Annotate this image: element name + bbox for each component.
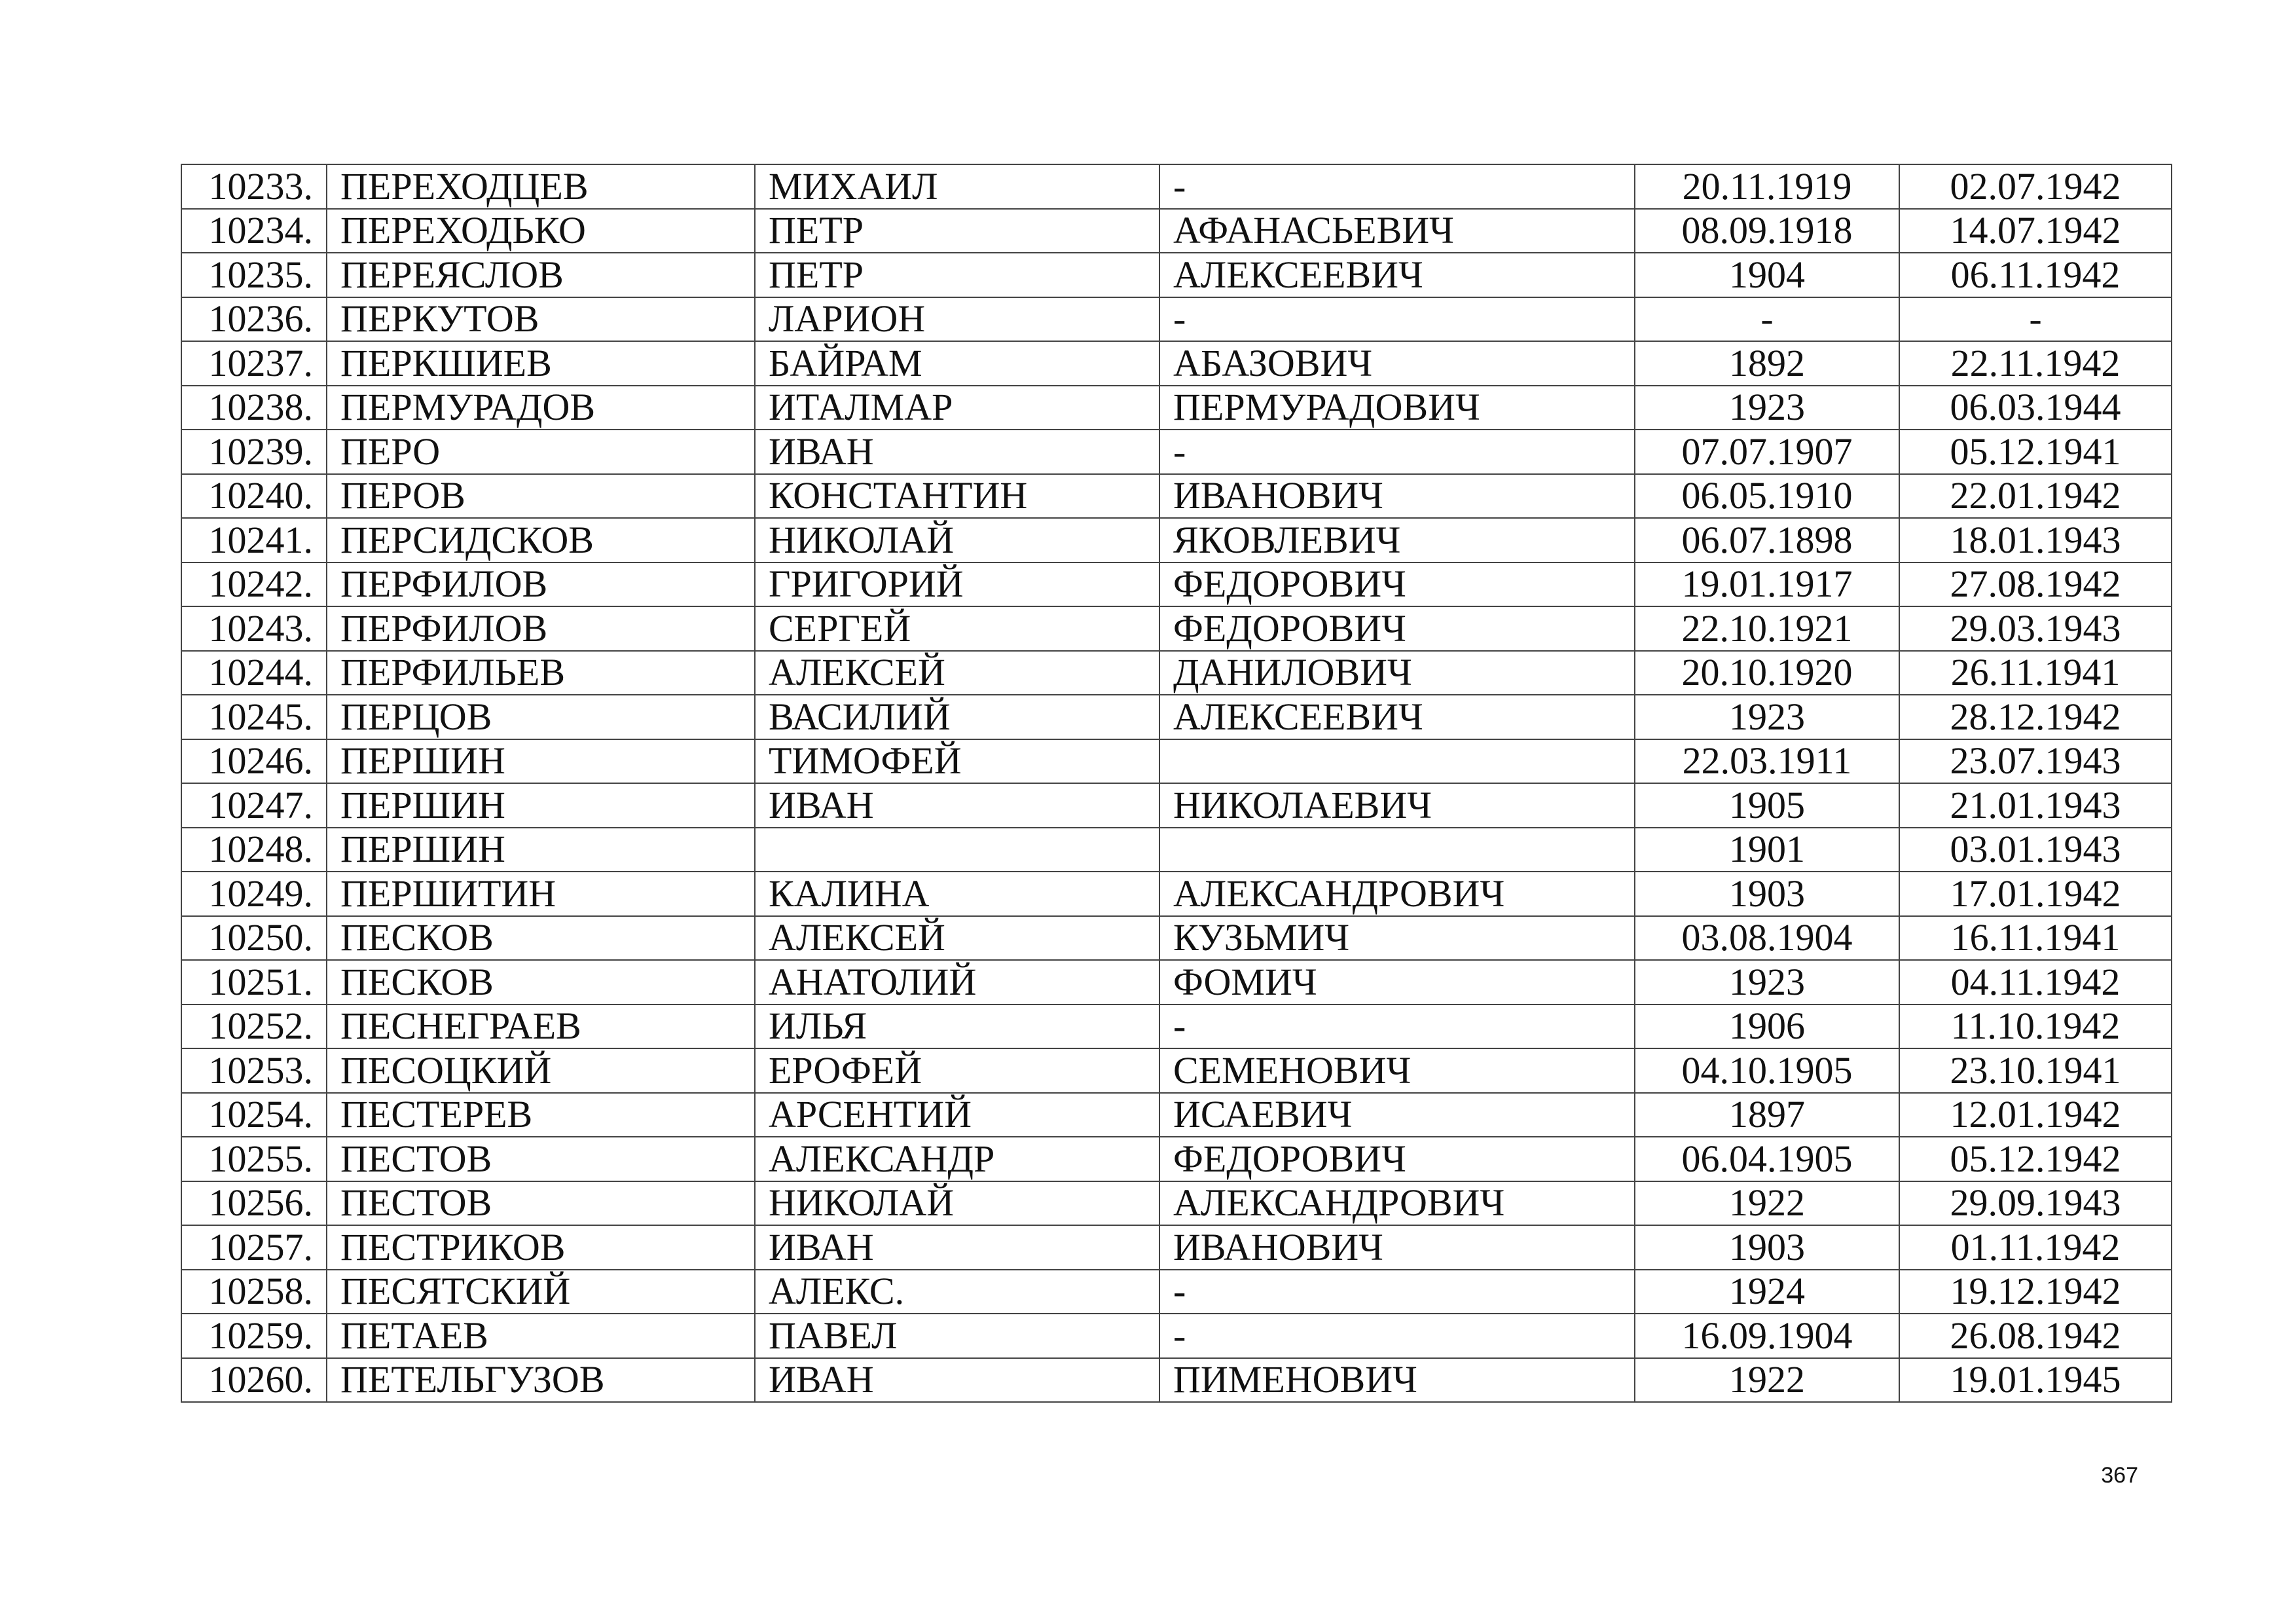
record-number-cell: 10253. <box>181 1048 327 1093</box>
record-number-cell: 10243. <box>181 606 327 651</box>
surname-cell: ПЕРШИТИН <box>327 872 755 916</box>
first-name-cell: ТИМОФЕЙ <box>755 739 1159 784</box>
first-name-cell: АЛЕКС. <box>755 1270 1159 1314</box>
birth-date-cell: 19.01.1917 <box>1635 563 1899 607</box>
death-date-cell: 19.12.1942 <box>1899 1270 2172 1314</box>
record-number-cell: 10258. <box>181 1270 327 1314</box>
death-date-cell: 28.12.1942 <box>1899 695 2172 739</box>
record-number-cell: 10254. <box>181 1093 327 1137</box>
first-name-cell: ПАВЕЛ <box>755 1314 1159 1358</box>
patronymic-cell: КУЗЬМИЧ <box>1159 916 1635 961</box>
patronymic-cell: ФЕДОРОВИЧ <box>1159 563 1635 607</box>
death-date-cell: 21.01.1943 <box>1899 783 2172 828</box>
birth-date-cell: 06.04.1905 <box>1635 1137 1899 1181</box>
first-name-cell: НИКОЛАЙ <box>755 1181 1159 1226</box>
first-name-cell: ПЕТР <box>755 253 1159 297</box>
birth-date-cell: 06.05.1910 <box>1635 474 1899 519</box>
death-date-cell: 17.01.1942 <box>1899 872 2172 916</box>
death-date-cell: 03.01.1943 <box>1899 828 2172 872</box>
birth-date-cell: 1923 <box>1635 386 1899 430</box>
patronymic-cell: АЛЕКСЕЕВИЧ <box>1159 695 1635 739</box>
patronymic-cell: ФОМИЧ <box>1159 960 1635 1005</box>
death-date-cell: 29.09.1943 <box>1899 1181 2172 1226</box>
table-row <box>181 651 2172 695</box>
birth-date-cell: 1924 <box>1635 1270 1899 1314</box>
table-row <box>181 253 2172 297</box>
death-date-cell: 06.11.1942 <box>1899 253 2172 297</box>
death-date-cell: 12.01.1942 <box>1899 1093 2172 1137</box>
patronymic-cell: ФЕДОРОВИЧ <box>1159 1137 1635 1181</box>
table-row <box>181 1005 2172 1049</box>
surname-cell: ПЕСТРИКОВ <box>327 1225 755 1270</box>
table-row <box>181 916 2172 961</box>
patronymic-cell: ПЕРМУРАДОВИЧ <box>1159 386 1635 430</box>
birth-date-cell: 22.03.1911 <box>1635 739 1899 784</box>
birth-date-cell: 1905 <box>1635 783 1899 828</box>
table-row <box>181 1048 2172 1093</box>
table-row <box>181 828 2172 872</box>
patronymic-cell: СЕМЕНОВИЧ <box>1159 1048 1635 1093</box>
table-row <box>181 164 2172 209</box>
record-number-cell: 10256. <box>181 1181 327 1226</box>
death-date-cell: 02.07.1942 <box>1899 164 2172 209</box>
surname-cell: ПЕРФИЛОВ <box>327 563 755 607</box>
first-name-cell: ИВАН <box>755 430 1159 474</box>
table-row <box>181 1137 2172 1181</box>
patronymic-cell: АЛЕКСЕЕВИЧ <box>1159 253 1635 297</box>
birth-date-cell: - <box>1635 297 1899 342</box>
death-date-cell: 14.07.1942 <box>1899 209 2172 253</box>
death-date-cell: 19.01.1945 <box>1899 1358 2172 1403</box>
birth-date-cell: 1922 <box>1635 1181 1899 1226</box>
birth-date-cell: 16.09.1904 <box>1635 1314 1899 1358</box>
record-number-cell: 10255. <box>181 1137 327 1181</box>
table-row <box>181 1181 2172 1226</box>
record-number-cell: 10260. <box>181 1358 327 1403</box>
death-date-cell: 29.03.1943 <box>1899 606 2172 651</box>
death-date-cell: 26.11.1941 <box>1899 651 2172 695</box>
record-number-cell: 10246. <box>181 739 327 784</box>
record-number-cell: 10238. <box>181 386 327 430</box>
first-name-cell: НИКОЛАЙ <box>755 518 1159 563</box>
record-number-cell: 10252. <box>181 1005 327 1049</box>
page-number: 367 <box>2101 1463 2138 1488</box>
first-name-cell: ЕРОФЕЙ <box>755 1048 1159 1093</box>
surname-cell: ПЕРШИН <box>327 783 755 828</box>
death-date-cell: 11.10.1942 <box>1899 1005 2172 1049</box>
patronymic-cell: - <box>1159 430 1635 474</box>
surname-cell: ПЕСНЕГРАЕВ <box>327 1005 755 1049</box>
birth-date-cell: 1923 <box>1635 960 1899 1005</box>
death-date-cell: 06.03.1944 <box>1899 386 2172 430</box>
surname-cell: ПЕСКОВ <box>327 916 755 961</box>
table-row <box>181 386 2172 430</box>
patronymic-cell <box>1159 739 1635 784</box>
record-number-cell: 10236. <box>181 297 327 342</box>
surname-cell: ПЕРМУРАДОВ <box>327 386 755 430</box>
first-name-cell: ИТАЛМАР <box>755 386 1159 430</box>
surname-cell: ПЕРКШИЕВ <box>327 341 755 386</box>
death-date-cell: 23.10.1941 <box>1899 1048 2172 1093</box>
surname-cell: ПЕРЦОВ <box>327 695 755 739</box>
register-table-body <box>181 164 2172 1402</box>
birth-date-cell: 22.10.1921 <box>1635 606 1899 651</box>
record-number-cell: 10234. <box>181 209 327 253</box>
first-name-cell: АНАТОЛИЙ <box>755 960 1159 1005</box>
record-number-cell: 10237. <box>181 341 327 386</box>
first-name-cell: МИХАИЛ <box>755 164 1159 209</box>
surname-cell: ПЕРЕХОДЬКО <box>327 209 755 253</box>
patronymic-cell: ИВАНОВИЧ <box>1159 1225 1635 1270</box>
birth-date-cell: 08.09.1918 <box>1635 209 1899 253</box>
first-name-cell: БАЙРАМ <box>755 341 1159 386</box>
birth-date-cell: 1897 <box>1635 1093 1899 1137</box>
patronymic-cell: ИВАНОВИЧ <box>1159 474 1635 519</box>
table-row <box>181 1314 2172 1358</box>
birth-date-cell: 06.07.1898 <box>1635 518 1899 563</box>
table-row <box>181 518 2172 563</box>
table-row <box>181 563 2172 607</box>
surname-cell: ПЕРО <box>327 430 755 474</box>
record-number-cell: 10245. <box>181 695 327 739</box>
record-number-cell: 10248. <box>181 828 327 872</box>
death-date-cell: 27.08.1942 <box>1899 563 2172 607</box>
record-number-cell: 10244. <box>181 651 327 695</box>
table-row <box>181 474 2172 519</box>
table-row <box>181 872 2172 916</box>
death-date-cell: 23.07.1943 <box>1899 739 2172 784</box>
birth-date-cell: 1903 <box>1635 872 1899 916</box>
surname-cell: ПЕРОВ <box>327 474 755 519</box>
memorial-register-table <box>181 164 2172 1403</box>
patronymic-cell: ЯКОВЛЕВИЧ <box>1159 518 1635 563</box>
birth-date-cell: 1923 <box>1635 695 1899 739</box>
record-number-cell: 10239. <box>181 430 327 474</box>
record-number-cell: 10259. <box>181 1314 327 1358</box>
surname-cell: ПЕТЕЛЬГУЗОВ <box>327 1358 755 1403</box>
first-name-cell: КАЛИНА <box>755 872 1159 916</box>
patronymic-cell <box>1159 828 1635 872</box>
table-row <box>181 783 2172 828</box>
table-row <box>181 1358 2172 1403</box>
birth-date-cell: 1906 <box>1635 1005 1899 1049</box>
patronymic-cell: НИКОЛАЕВИЧ <box>1159 783 1635 828</box>
birth-date-cell: 1922 <box>1635 1358 1899 1403</box>
surname-cell: ПЕСТЕРЕВ <box>327 1093 755 1137</box>
death-date-cell: 05.12.1942 <box>1899 1137 2172 1181</box>
surname-cell: ПЕСТОВ <box>327 1181 755 1226</box>
table-row <box>181 960 2172 1005</box>
death-date-cell: 18.01.1943 <box>1899 518 2172 563</box>
patronymic-cell: ФЕДОРОВИЧ <box>1159 606 1635 651</box>
first-name-cell: АЛЕКСАНДР <box>755 1137 1159 1181</box>
first-name-cell: ИВАН <box>755 783 1159 828</box>
surname-cell: ПЕРШИН <box>327 828 755 872</box>
record-number-cell: 10241. <box>181 518 327 563</box>
record-number-cell: 10249. <box>181 872 327 916</box>
first-name-cell: ИВАН <box>755 1358 1159 1403</box>
patronymic-cell: - <box>1159 164 1635 209</box>
record-number-cell: 10235. <box>181 253 327 297</box>
patronymic-cell: - <box>1159 1270 1635 1314</box>
table-row <box>181 695 2172 739</box>
birth-date-cell: 1901 <box>1635 828 1899 872</box>
surname-cell: ПЕРКУТОВ <box>327 297 755 342</box>
surname-cell: ПЕРСИДСКОВ <box>327 518 755 563</box>
first-name-cell: АРСЕНТИЙ <box>755 1093 1159 1137</box>
table-row <box>181 297 2172 342</box>
surname-cell: ПЕРЕХОДЦЕВ <box>327 164 755 209</box>
surname-cell: ПЕРШИН <box>327 739 755 784</box>
patronymic-cell: ИСАЕВИЧ <box>1159 1093 1635 1137</box>
birth-date-cell: 20.10.1920 <box>1635 651 1899 695</box>
surname-cell: ПЕСТОВ <box>327 1137 755 1181</box>
record-number-cell: 10242. <box>181 563 327 607</box>
death-date-cell: 05.12.1941 <box>1899 430 2172 474</box>
death-date-cell: 26.08.1942 <box>1899 1314 2172 1358</box>
patronymic-cell: АФАНАСЬЕВИЧ <box>1159 209 1635 253</box>
patronymic-cell: ДАНИЛОВИЧ <box>1159 651 1635 695</box>
table-row <box>181 1270 2172 1314</box>
record-number-cell: 10247. <box>181 783 327 828</box>
record-number-cell: 10251. <box>181 960 327 1005</box>
death-date-cell: 04.11.1942 <box>1899 960 2172 1005</box>
first-name-cell: КОНСТАНТИН <box>755 474 1159 519</box>
death-date-cell: 01.11.1942 <box>1899 1225 2172 1270</box>
first-name-cell: ГРИГОРИЙ <box>755 563 1159 607</box>
table-row <box>181 1225 2172 1270</box>
surname-cell: ПЕСКОВ <box>327 960 755 1005</box>
table-row <box>181 606 2172 651</box>
patronymic-cell: АЛЕКСАНДРОВИЧ <box>1159 1181 1635 1226</box>
record-number-cell: 10233. <box>181 164 327 209</box>
record-number-cell: 10250. <box>181 916 327 961</box>
surname-cell: ПЕСОЦКИЙ <box>327 1048 755 1093</box>
patronymic-cell: АЛЕКСАНДРОВИЧ <box>1159 872 1635 916</box>
surname-cell: ПЕРФИЛОВ <box>327 606 755 651</box>
first-name-cell: ВАСИЛИЙ <box>755 695 1159 739</box>
table-row <box>181 1093 2172 1137</box>
table-row <box>181 209 2172 253</box>
death-date-cell: 22.01.1942 <box>1899 474 2172 519</box>
record-number-cell: 10257. <box>181 1225 327 1270</box>
record-number-cell: 10240. <box>181 474 327 519</box>
death-date-cell: 16.11.1941 <box>1899 916 2172 961</box>
patronymic-cell: АБАЗОВИЧ <box>1159 341 1635 386</box>
table-row <box>181 341 2172 386</box>
surname-cell: ПЕТАЕВ <box>327 1314 755 1358</box>
birth-date-cell: 04.10.1905 <box>1635 1048 1899 1093</box>
birth-date-cell: 1903 <box>1635 1225 1899 1270</box>
first-name-cell: ИЛЬЯ <box>755 1005 1159 1049</box>
patronymic-cell: - <box>1159 1005 1635 1049</box>
first-name-cell <box>755 828 1159 872</box>
first-name-cell: СЕРГЕЙ <box>755 606 1159 651</box>
surname-cell: ПЕСЯТСКИЙ <box>327 1270 755 1314</box>
death-date-cell: 22.11.1942 <box>1899 341 2172 386</box>
birth-date-cell: 07.07.1907 <box>1635 430 1899 474</box>
birth-date-cell: 03.08.1904 <box>1635 916 1899 961</box>
surname-cell: ПЕРФИЛЬЕВ <box>327 651 755 695</box>
birth-date-cell: 1904 <box>1635 253 1899 297</box>
first-name-cell: ЛАРИОН <box>755 297 1159 342</box>
first-name-cell: АЛЕКСЕЙ <box>755 651 1159 695</box>
table-row <box>181 739 2172 784</box>
surname-cell: ПЕРЕЯСЛОВ <box>327 253 755 297</box>
birth-date-cell: 1892 <box>1635 341 1899 386</box>
birth-date-cell: 20.11.1919 <box>1635 164 1899 209</box>
table-row <box>181 430 2172 474</box>
first-name-cell: АЛЕКСЕЙ <box>755 916 1159 961</box>
first-name-cell: ИВАН <box>755 1225 1159 1270</box>
patronymic-cell: - <box>1159 297 1635 342</box>
patronymic-cell: - <box>1159 1314 1635 1358</box>
patronymic-cell: ПИМЕНОВИЧ <box>1159 1358 1635 1403</box>
death-date-cell: - <box>1899 297 2172 342</box>
first-name-cell: ПЕТР <box>755 209 1159 253</box>
